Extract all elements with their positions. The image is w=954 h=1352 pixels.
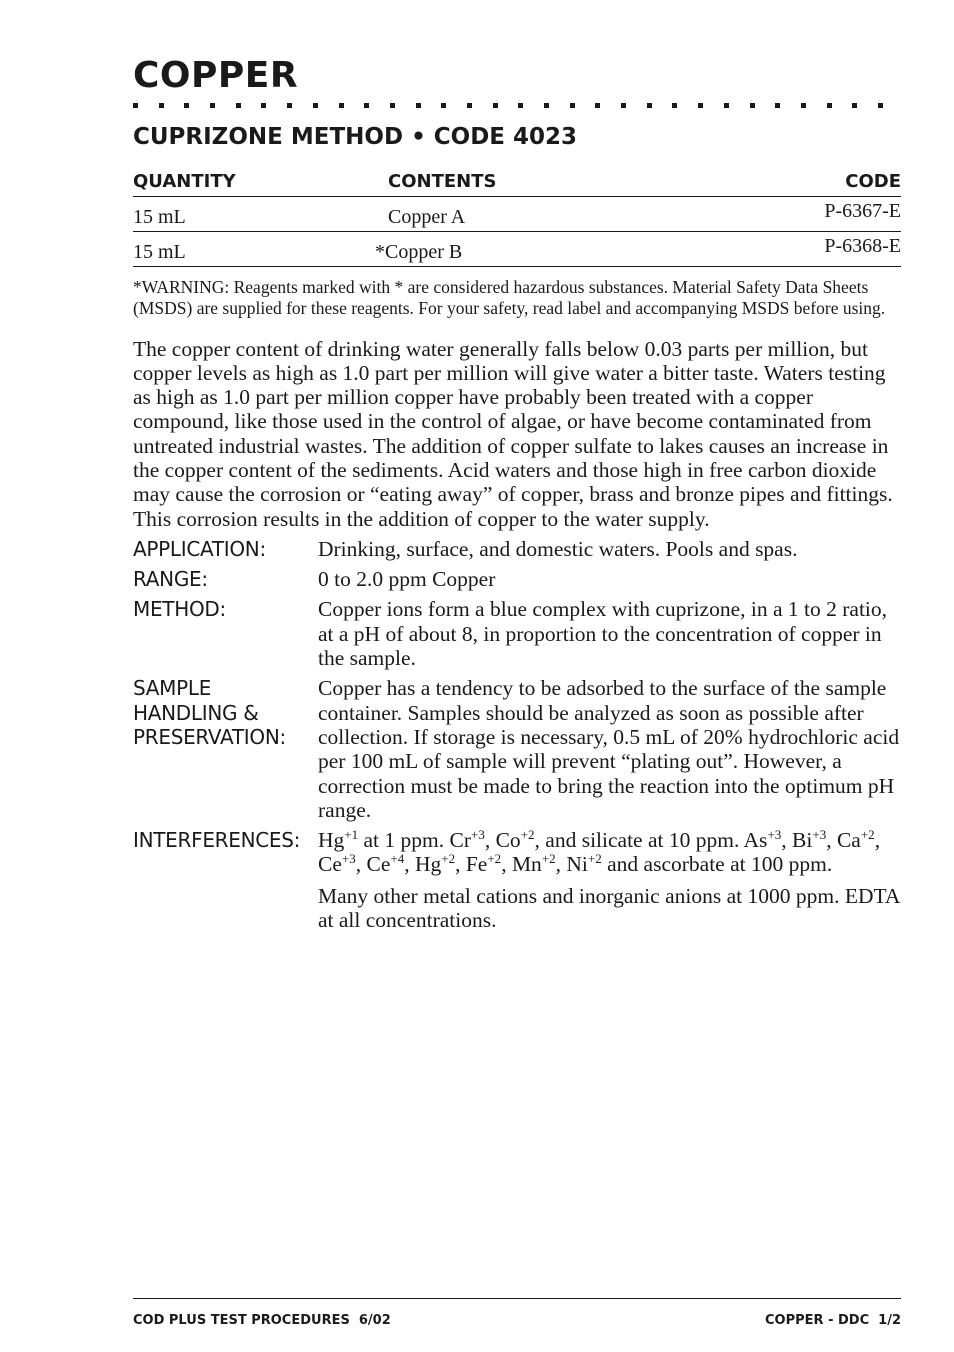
rule-dot [544, 103, 549, 108]
ion-symbol: Co [495, 828, 521, 853]
ion-charge: +2 [587, 851, 602, 867]
rule-dot [236, 103, 241, 108]
page-footer [133, 1298, 901, 1328]
spec-label-line: HANDLING & [133, 700, 259, 725]
rule-dot [852, 103, 857, 108]
rule-dot [724, 103, 729, 108]
rule-dot [416, 103, 421, 108]
interferences-paragraph: $Hg^{+1}$ at 1 ppm. $Cr^{+3}$, $Co^{+2}$, and silicate at 10 ppm. $As^{+3}$, $Bi^{+3}$, $Ca^{+2}$, $Ce^{+3}$, $Ce^{+4}$, $Hg^{+2}$, $Fe^{+2}$, $Mn^{+2}$, $Ni^{+2}$ and ascorbate at 100 ppm. [318, 826, 881, 877]
spec-value: 0 to 2.0 ppm Copper [318, 567, 496, 592]
spec-sample-handling [133, 676, 901, 822]
ion-charge: +3 [812, 826, 827, 842]
ion-symbol: Cr [449, 828, 471, 853]
rule-dot [441, 103, 446, 108]
cell-quantity: 15 mL [133, 232, 388, 267]
header-contents: CONTENTS [388, 170, 708, 197]
rule-dot [159, 103, 164, 108]
spec-label [133, 676, 318, 822]
rule-dot [210, 103, 215, 108]
contents-table [133, 170, 901, 267]
spec-value: Copper has a tendency to be adsorbed to the surface of the sample container. Samples should be analyzed as soon as possible after collection. If storage is necessary, 0.5 mL of 20% hydrochloric acid per 100 mL of sample will prevent “plating out”. However, a correction must be made to bring the reaction into the optimum pH range. [318, 676, 900, 822]
document-page [133, 54, 901, 932]
rule-dot [750, 103, 755, 108]
footer-left: COD PLUS TEST PROCEDURES 6/02 [133, 1313, 391, 1328]
rule-dot [518, 103, 523, 108]
rule-dot [621, 103, 626, 108]
page-title: COPPER [133, 55, 299, 96]
spec-interferences [133, 828, 901, 932]
rule-dot [827, 103, 832, 108]
ion-charge: +1 [344, 826, 359, 842]
rule-dot [313, 103, 318, 108]
rule-dot [698, 103, 703, 108]
intro-paragraph: The copper content of drinking water generally falls below 0.03 parts per million, but copper levels as high as 1.0 part per million will give water a bitter taste. Waters testing as high as 1.0 part per million copper have probably been treated with a copper compound, like those used in the control of algae, or have become contaminated from untreated industrial wastes. The addition of copper sulfate to lakes causes an increase in the copper content of the sediments. Acid waters and those high in free carbon dioxide may cause the corrosion or “eating away” of copper, brass and bronze pipes and fittings. This corrosion results in the addition of copper to the water supply. [133, 336, 893, 531]
ion-charge: +2 [520, 826, 535, 842]
header-code: CODE [708, 170, 901, 197]
ion-symbol: Bi [792, 828, 813, 853]
spec-value: Copper ions form a blue complex with cuprizone, in a 1 to 2 ratio, at a pH of about 8, in proportion to the concentration of copper in the sample. [318, 597, 888, 671]
cell-contents: Copper A [388, 197, 708, 232]
ion-symbol: Hg [318, 828, 345, 853]
header-quantity: QUANTITY [133, 170, 388, 197]
ion-symbol: Ce [318, 852, 342, 877]
rule-dot [672, 103, 677, 108]
hazard-warning: *WARNING: Reagents marked with * are considered hazardous substances. Material Safety Data Sheets (MSDS) are supplied for these reagents. For your safety, read label and accompanying MSDS before using. [133, 277, 886, 318]
spec-method [133, 597, 901, 670]
rule-dot [287, 103, 292, 108]
ion-symbol: Mn [511, 852, 542, 877]
cell-code: P-6368-E [708, 232, 901, 267]
rule-dot [493, 103, 498, 108]
footer-right: COPPER - DDC 1/2 [765, 1313, 901, 1328]
spec-label-line: SAMPLE [133, 676, 212, 701]
table-row [133, 197, 901, 232]
ion-charge: +3 [767, 826, 782, 842]
rule-dot [261, 103, 266, 108]
ion-symbol: As [743, 828, 768, 853]
table-row [133, 232, 901, 267]
ion-charge: +2 [441, 851, 456, 867]
page-subtitle: CUPRIZONE METHOD • CODE 4023 [133, 124, 578, 150]
interferences-paragraph: Many other metal cations and inorganic anions at 1000 ppm. EDTA at all concentrations. [318, 883, 900, 933]
ion-charge: +2 [541, 851, 556, 867]
rule-dot [570, 103, 575, 108]
spec-label: METHOD: [133, 597, 226, 622]
rule-dot [801, 103, 806, 108]
ion-symbol: Hg [414, 852, 442, 877]
ion-symbol: Ca [836, 828, 861, 853]
ion-symbol: Ni [566, 852, 588, 877]
rule-dot [339, 103, 344, 108]
spec-label: APPLICATION: [133, 536, 266, 561]
spec-label-line: PRESERVATION: [133, 724, 286, 749]
rule-dot [595, 103, 600, 108]
spec-label: RANGE: [133, 567, 208, 592]
rule-dot [133, 103, 138, 108]
cell-code: P-6367-E [708, 197, 901, 232]
table-header-row [133, 170, 901, 197]
ion-charge: +3 [341, 851, 356, 867]
rule-dot [467, 103, 472, 108]
spec-application [133, 537, 901, 561]
ion-charge: +4 [390, 851, 405, 867]
ion-charge: +3 [471, 826, 485, 842]
rule-dot [647, 103, 652, 108]
cell-contents: *Copper B [388, 232, 708, 267]
rule-dot [184, 103, 189, 108]
ion-symbol: Fe [465, 852, 488, 877]
cell-quantity: 15 mL [133, 197, 388, 232]
rule-dot [364, 103, 369, 108]
rule-dot [878, 103, 883, 108]
ion-charge: +2 [860, 826, 875, 842]
spec-value [318, 828, 901, 932]
dotted-rule [133, 103, 883, 108]
spec-value: Drinking, surface, and domestic waters. Pools and spas. [318, 536, 798, 561]
rule-dot [390, 103, 395, 108]
spec-range [133, 567, 901, 591]
rule-dot [775, 103, 780, 108]
ion-symbol: Ce [366, 852, 391, 877]
ion-charge: +2 [487, 851, 502, 867]
spec-label: INTERFERENCES: [133, 828, 301, 853]
